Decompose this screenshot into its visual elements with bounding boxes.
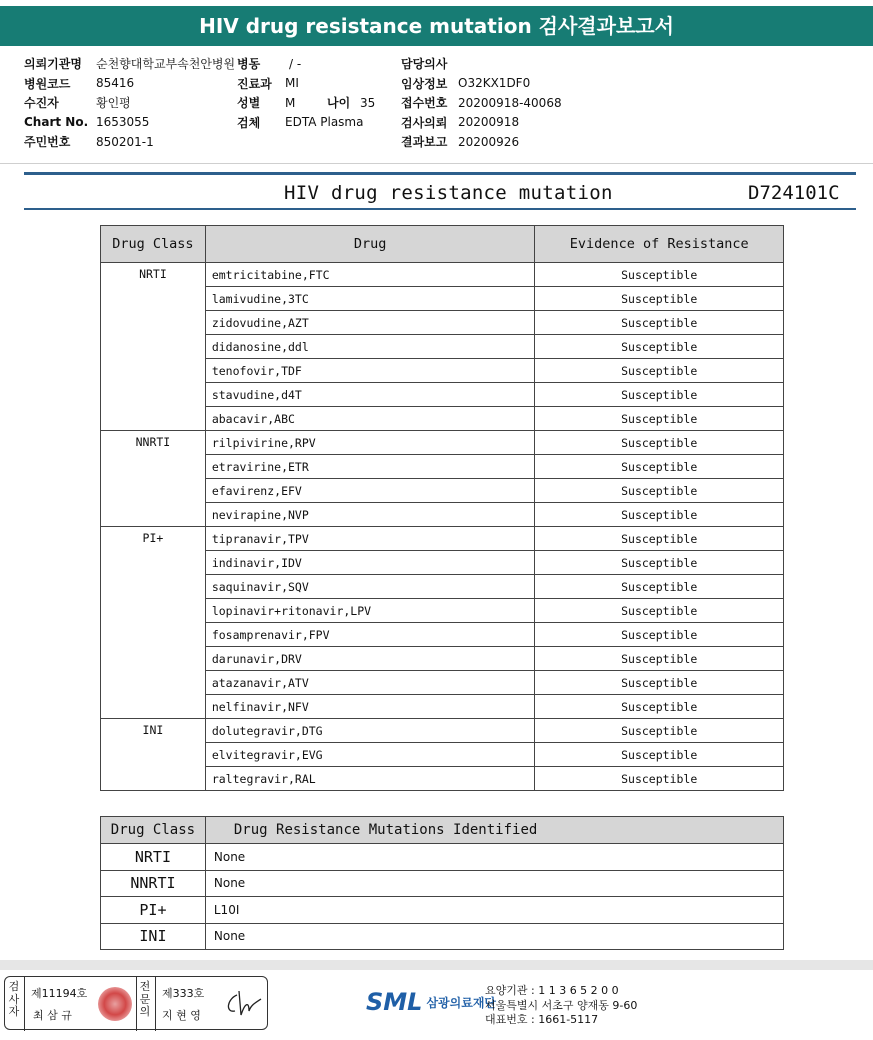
age-value: 35 [360, 95, 376, 110]
info-label: 병동 [237, 57, 261, 72]
drug-cell: lamivudine,3TC [205, 287, 535, 311]
info-value: M [285, 95, 296, 110]
table-row [101, 870, 784, 897]
drug-cell: tipranavir,TPV [205, 527, 535, 551]
drug-cell: darunavir,DRV [205, 647, 535, 671]
info-value: EDTA Plasma [285, 115, 364, 130]
evidence-cell: Susceptible [535, 767, 784, 791]
age-label: 나이 [327, 96, 351, 111]
institution-street: 서울특별시 서초구 양재동 9-60 [485, 998, 638, 1012]
info-label: 주민번호 [24, 135, 71, 150]
info-value: 850201-1 [96, 134, 154, 149]
drug-cell: dolutegravir,DTG [205, 719, 535, 743]
resistance-table [100, 225, 784, 791]
institution-name: 삼광의료재단 [426, 995, 497, 1010]
drug-class-cell: NRTI [101, 263, 206, 431]
info-label: 의뢰기관명 [24, 57, 82, 72]
drug-cell: lopinavir+ritonavir,LPV [205, 599, 535, 623]
evidence-cell: Susceptible [535, 695, 784, 719]
header-mutations: Drug Resistance Mutations Identified [205, 817, 783, 844]
drug-cell: etravirine,ETR [205, 455, 535, 479]
evidence-cell: Susceptible [535, 455, 784, 479]
drug-class-cell: PI+ [101, 527, 206, 719]
info-value: O32KX1DF0 [458, 76, 531, 91]
tester-label: 검사자 [8, 980, 20, 1018]
drug-cell: efavirenz,EFV [205, 479, 535, 503]
institution-code: 요양기관 : 1 1 3 6 5 2 0 0 [485, 984, 619, 997]
title-rule-top [24, 172, 856, 175]
footer-divider [0, 960, 873, 970]
mutations-cell: None [205, 923, 783, 950]
info-value: 순천향대학교부속천안병원 [96, 57, 236, 72]
tester-name: 최 삼 규 [33, 1009, 72, 1022]
document-title: HIV drug resistance mutation [284, 182, 613, 204]
logo-text: SML [366, 988, 423, 1016]
divider [136, 977, 137, 1031]
info-label: 임상정보 [401, 76, 448, 91]
header-evidence: Evidence of Resistance [535, 226, 784, 263]
info-value: 1653055 [96, 115, 150, 130]
info-value: 20200926 [458, 134, 520, 149]
info-value: / - [289, 56, 302, 71]
drug-cell: nevirapine,NVP [205, 503, 535, 527]
evidence-cell: Susceptible [535, 743, 784, 767]
info-label: Chart No. [24, 115, 89, 130]
divider [24, 977, 25, 1031]
info-label: 성별 [237, 96, 261, 111]
evidence-cell: Susceptible [535, 719, 784, 743]
info-label: 접수번호 [401, 96, 448, 111]
drug-cell: saquinavir,SQV [205, 575, 535, 599]
evidence-cell: Susceptible [535, 407, 784, 431]
table-row [101, 897, 784, 924]
drug-class-cell: NRTI [101, 844, 206, 871]
table-row [101, 263, 784, 287]
drug-cell: fosamprenavir,FPV [205, 623, 535, 647]
drug-class-cell: NNRTI [101, 431, 206, 527]
mutations-cell: None [205, 844, 783, 871]
patient-info-col1 [24, 54, 235, 152]
drug-class-cell: INI [101, 719, 206, 791]
drug-class-cell: PI+ [101, 897, 206, 924]
institution-address [485, 984, 637, 1028]
signature-box [4, 976, 268, 1030]
divider [155, 977, 156, 1031]
specialist-name: 지 현 영 [162, 1009, 201, 1022]
table-row [101, 719, 784, 743]
drug-cell: emtricitabine,FTC [205, 263, 535, 287]
header-drug: Drug [205, 226, 535, 263]
info-label: 진료과 [237, 76, 272, 91]
info-label: 병원코드 [24, 76, 71, 91]
info-label: 결과보고 [401, 135, 448, 150]
table-row [101, 527, 784, 551]
institution-phone: 대표번호 : 1661-5117 [485, 1013, 599, 1026]
drug-cell: didanosine,ddl [205, 335, 535, 359]
evidence-cell: Susceptible [535, 551, 784, 575]
table-row [101, 923, 784, 950]
evidence-cell: Susceptible [535, 263, 784, 287]
drug-cell: stavudine,d4T [205, 383, 535, 407]
info-value: MI [285, 76, 299, 91]
header-divider [0, 163, 873, 164]
info-value: 85416 [96, 76, 135, 91]
drug-cell: indinavir,IDV [205, 551, 535, 575]
drug-cell: raltegravir,RAL [205, 767, 535, 791]
evidence-cell: Susceptible [535, 479, 784, 503]
info-value: 20200918 [458, 115, 520, 130]
seal-stamp-icon [98, 987, 132, 1021]
institution-logo [366, 988, 496, 1016]
table-row [101, 844, 784, 871]
info-value: 20200918-40068 [458, 95, 562, 110]
evidence-cell: Susceptible [535, 335, 784, 359]
drug-cell: elvitegravir,EVG [205, 743, 535, 767]
evidence-cell: Susceptible [535, 287, 784, 311]
mutations-cell: None [205, 870, 783, 897]
evidence-cell: Susceptible [535, 383, 784, 407]
drug-class-cell: INI [101, 923, 206, 950]
evidence-cell: Susceptible [535, 623, 784, 647]
drug-cell: tenofovir,TDF [205, 359, 535, 383]
evidence-cell: Susceptible [535, 311, 784, 335]
patient-info-col2 [237, 54, 375, 132]
info-label: 담당의사 [401, 57, 448, 72]
info-value: 황인평 [96, 96, 131, 111]
evidence-cell: Susceptible [535, 503, 784, 527]
document-code: D724101C [748, 182, 840, 204]
mutations-cell: L10I [205, 897, 783, 924]
drug-cell: nelfinavir,NFV [205, 695, 535, 719]
header-drug-class: Drug Class [101, 817, 206, 844]
signature-icon [223, 989, 263, 1019]
specialist-license: 제333호 [162, 987, 205, 1000]
info-label: 검사의뢰 [401, 115, 448, 130]
evidence-cell: Susceptible [535, 431, 784, 455]
drug-class-cell: NNRTI [101, 870, 206, 897]
header-drug-class: Drug Class [101, 226, 206, 263]
evidence-cell: Susceptible [535, 599, 784, 623]
info-label: 검체 [237, 115, 261, 130]
mutation-table [100, 816, 784, 950]
drug-cell: zidovudine,AZT [205, 311, 535, 335]
evidence-cell: Susceptible [535, 359, 784, 383]
evidence-cell: Susceptible [535, 575, 784, 599]
evidence-cell: Susceptible [535, 671, 784, 695]
drug-cell: abacavir,ABC [205, 407, 535, 431]
drug-cell: atazanavir,ATV [205, 671, 535, 695]
info-label: 수진자 [24, 96, 59, 111]
evidence-cell: Susceptible [535, 647, 784, 671]
evidence-cell: Susceptible [535, 527, 784, 551]
specialist-label: 전문의 [139, 980, 151, 1018]
title-rule-bottom [24, 208, 856, 210]
table-row [101, 431, 784, 455]
tester-license: 제11194호 [31, 987, 88, 1000]
report-title: HIV drug resistance mutation 검사결과보고서 [0, 6, 873, 46]
drug-cell: rilpivirine,RPV [205, 431, 535, 455]
patient-info-col3 [401, 54, 562, 152]
